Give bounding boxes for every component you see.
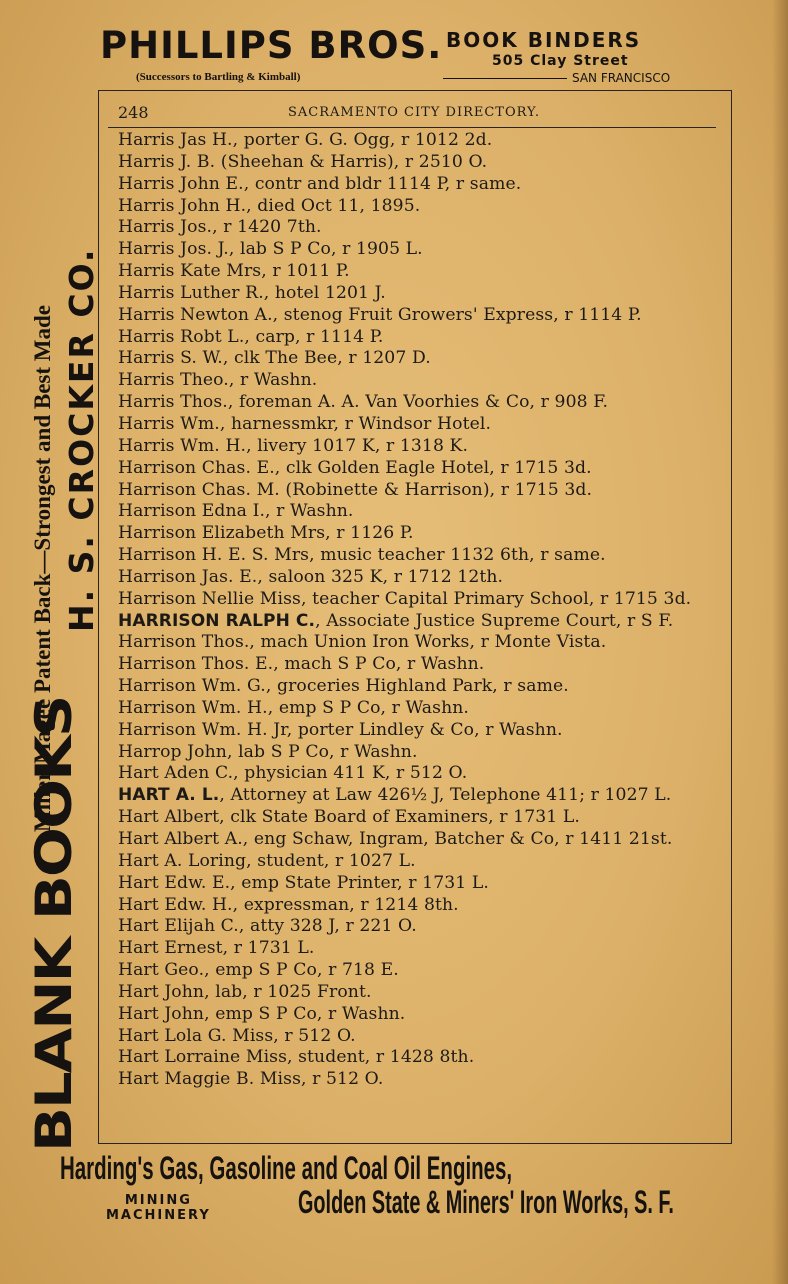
directory-entry xyxy=(118,611,726,633)
entry-text: Harrison Wm. G., groceries Highland Park, r same. xyxy=(118,676,569,697)
entry-text: Harris Newton A., stenog Fruit Growers' Express, r 1114 P. xyxy=(118,304,642,325)
directory-entry xyxy=(118,327,726,349)
directory-entry xyxy=(118,305,726,327)
directory-entry xyxy=(118,960,726,982)
entry-text: Harris Wm. H., livery 1017 K, r 1318 K. xyxy=(118,435,469,456)
entry-text: Harrison Chas. M. (Robinette & Harrison), r 1715 3d. xyxy=(118,479,593,500)
page-number: 248 xyxy=(118,103,149,122)
entry-text: Harris Jos., r 1420 7th. xyxy=(118,217,322,238)
entry-text: Hart Albert A., eng Schaw, Ingram, Batcher & Co, r 1411 21st. xyxy=(118,829,673,849)
entry-text: Harrison H. E. S. Mrs, music teacher 1132 6th, r same. xyxy=(118,545,606,566)
entry-text: Harrison Nellie Miss, teacher Capital Primary School, r 1715 3d. xyxy=(118,588,692,609)
directory-entry xyxy=(118,589,726,611)
entry-text: Harris J. B. (Sheehan & Harris), r 2510 O. xyxy=(118,151,488,172)
entry-text: , Associate Justice Supreme Court, r S F. xyxy=(315,610,674,631)
entry-text: Harrison Jas. E., saloon 325 K, r 1712 12th. xyxy=(118,566,504,587)
address-label: 505 Clay Street xyxy=(492,53,629,69)
directory-entry xyxy=(118,1004,726,1026)
entry-text: Harris Kate Mrs, r 1011 P. xyxy=(118,261,350,282)
entry-text: Harris S. W., clk The Bee, r 1207 D. xyxy=(118,348,431,369)
directory-entry xyxy=(118,130,726,152)
successors-note: (Successors to Bartling & Kimball) xyxy=(136,71,301,83)
directory-entry xyxy=(118,1026,726,1048)
machinery-line: MACHINERY xyxy=(106,1208,211,1223)
directory-entry xyxy=(118,283,726,305)
directory-entry xyxy=(118,348,726,370)
running-head-rule xyxy=(108,127,716,128)
crocker-co-ad: H. S. CROCKER CO. xyxy=(62,247,101,632)
entry-text: Harris Theo., r Washn. xyxy=(118,370,318,391)
directory-entry xyxy=(118,1047,726,1069)
directory-entry xyxy=(118,807,726,829)
mining-machinery-label xyxy=(106,1193,211,1223)
entry-text: Harris Jos. J., lab S P Co, r 1905 L. xyxy=(118,239,423,260)
directory-entry xyxy=(118,458,726,480)
entry-text: Hart Ernest, r 1731 L. xyxy=(118,938,315,959)
entry-text: Harrison Thos., mach Union Iron Works, r Monte Vista. xyxy=(118,632,607,653)
directory-entry xyxy=(118,763,726,785)
harding-engines-ad: Harding's Gas, Gasoline and Coal Oil Engines, xyxy=(60,1150,513,1186)
directory-entry xyxy=(118,698,726,720)
entry-text: Hart A. Loring, student, r 1027 L. xyxy=(118,850,416,871)
directory-entry xyxy=(118,895,726,917)
directory-entry xyxy=(118,676,726,698)
entry-text: Harrison Thos. E., mach S P Co, r Washn. xyxy=(118,654,485,675)
entry-text: Hart Albert, clk State Board of Examiners, r 1731 L. xyxy=(118,807,580,828)
book-binders-label: BOOK BINDERS xyxy=(446,28,642,52)
directory-entry xyxy=(118,196,726,218)
directory-entry xyxy=(118,982,726,1004)
directory-entry xyxy=(118,436,726,458)
entry-text: Hart John, lab, r 1025 Front. xyxy=(118,981,372,1002)
directory-entry xyxy=(118,239,726,261)
page-edge-shadow xyxy=(772,0,788,1284)
entry-text: Harrison Wm. H. Jr, porter Lindley & Co, r Washn. xyxy=(118,719,563,740)
miller-magee-ad: Miller-Magee Patent Back—Strongest and Best Made xyxy=(30,305,55,832)
entry-text: Hart Lorraine Miss, student, r 1428 8th. xyxy=(118,1047,475,1068)
blank-books-ad: BLANK BOOKS xyxy=(24,696,83,1152)
entry-text: Hart Elijah C., atty 328 J, r 221 O. xyxy=(118,916,417,937)
entry-bold-name: HART A. L. xyxy=(118,785,220,806)
directory-entry xyxy=(118,938,726,960)
directory-entry xyxy=(118,545,726,567)
entry-text: Hart Geo., emp S P Co, r 718 E. xyxy=(118,960,399,981)
directory-entry xyxy=(118,1069,726,1091)
entry-text: Hart Lola G. Miss, r 512 O. xyxy=(118,1025,356,1046)
directory-title: SACRAMENTO CITY DIRECTORY. xyxy=(288,105,541,120)
directory-entry xyxy=(118,742,726,764)
directory-entry xyxy=(118,392,726,414)
directory-entry xyxy=(118,632,726,654)
header-rule xyxy=(443,78,567,79)
golden-state-ad: Golden State & Miners' Iron Works, S. F. xyxy=(298,1184,674,1220)
entry-text: Harris John H., died Oct 11, 1895. xyxy=(118,195,421,216)
directory-entry xyxy=(118,261,726,283)
directory-entry xyxy=(118,217,726,239)
entry-text: Harris Jas H., porter G. G. Ogg, r 1012 2d. xyxy=(118,130,493,150)
directory-entry xyxy=(118,785,726,807)
entry-text: Hart Maggie B. Miss, r 512 O. xyxy=(118,1069,384,1090)
directory-entry xyxy=(118,654,726,676)
directory-entry xyxy=(118,501,726,523)
directory-entry xyxy=(118,523,726,545)
entry-text: Hart Aden C., physician 411 K, r 512 O. xyxy=(118,763,468,784)
entry-text: Harris Thos., foreman A. A. Van Voorhies & Co, r 908 F. xyxy=(118,392,609,413)
entry-text: Harrop John, lab S P Co, r Washn. xyxy=(118,741,418,762)
mining-line: MINING xyxy=(124,1193,192,1208)
directory-entry xyxy=(118,873,726,895)
directory-entry xyxy=(118,480,726,502)
directory-entry xyxy=(118,152,726,174)
entry-text: Harris Robt L., carp, r 1114 P. xyxy=(118,326,384,347)
directory-entry xyxy=(118,567,726,589)
entry-text: Hart John, emp S P Co, r Washn. xyxy=(118,1003,406,1024)
directory-entry xyxy=(118,916,726,938)
entry-text: Harris Wm., harnessmkr, r Windsor Hotel. xyxy=(118,413,492,434)
entry-text: Harrison Elizabeth Mrs, r 1126 P. xyxy=(118,523,414,544)
city-label: SAN FRANCISCO xyxy=(572,71,671,85)
entry-bold-name: HARRISON RALPH C. xyxy=(118,610,316,631)
directory-entry xyxy=(118,720,726,742)
directory-entry xyxy=(118,414,726,436)
entry-text: Harrison Wm. H., emp S P Co, r Washn. xyxy=(118,697,469,718)
entry-text: Harris John E., contr and bldr 1114 P, r same. xyxy=(118,173,522,194)
directory-listing xyxy=(118,130,726,1091)
entry-text: , Attorney at Law 426½ J, Telephone 411; r 1027 L. xyxy=(219,785,672,806)
entry-text: Harrison Edna I., r Washn. xyxy=(118,501,354,522)
entry-text: Hart Edw. H., expressman, r 1214 8th. xyxy=(118,894,459,915)
directory-entry xyxy=(118,829,726,851)
directory-entry xyxy=(118,174,726,196)
entry-text: Hart Edw. E., emp State Printer, r 1731 L. xyxy=(118,872,489,893)
entry-text: Harrison Chas. E., clk Golden Eagle Hotel, r 1715 3d. xyxy=(118,457,592,478)
phillips-bros-title: PHILLIPS BROS. xyxy=(100,24,443,67)
directory-entry xyxy=(118,851,726,873)
entry-text: Harris Luther R., hotel 1201 J. xyxy=(118,282,386,303)
directory-entry xyxy=(118,370,726,392)
